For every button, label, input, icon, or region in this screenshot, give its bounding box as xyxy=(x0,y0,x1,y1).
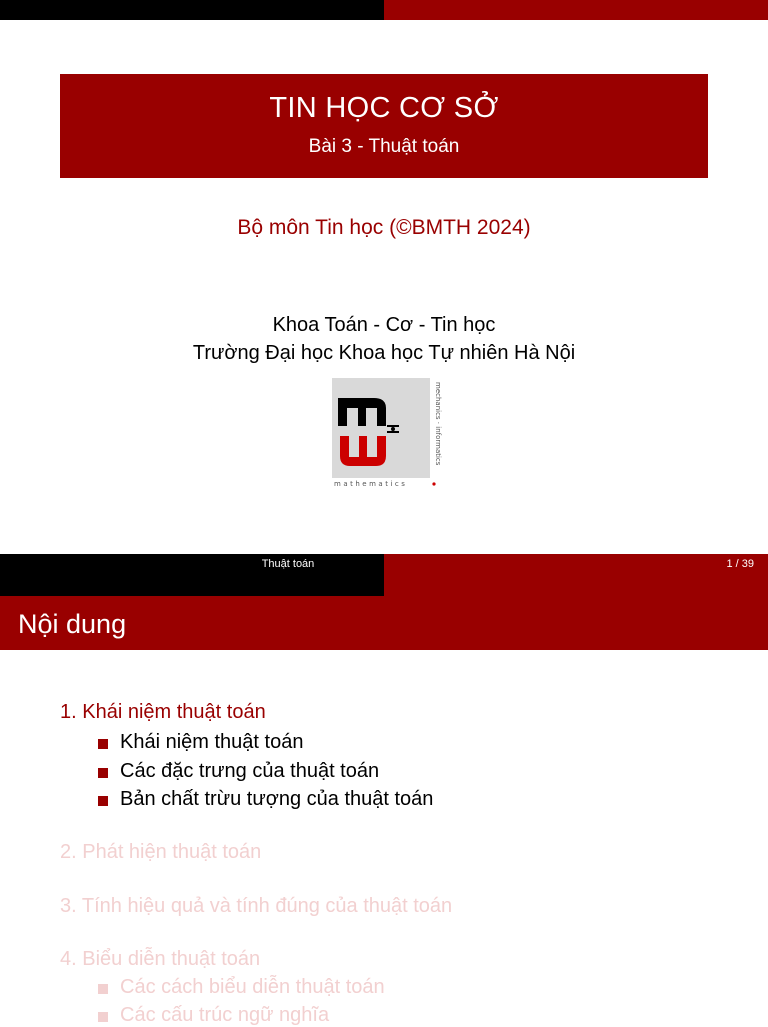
university-text: Trường Đại học Khoa học Tự nhiên Hà Nội xyxy=(192,342,576,364)
top-bar-red xyxy=(384,0,768,20)
outline-subitem xyxy=(98,731,303,754)
square-bullet-icon xyxy=(98,984,108,994)
top-bar-red xyxy=(384,576,768,596)
svg-text:mathematics: mathematics xyxy=(334,480,408,488)
top-bar-dark xyxy=(0,576,384,596)
outline-section-4: 4. Biểu diễn thuật toán xyxy=(60,948,261,970)
top-bar-dark xyxy=(0,0,384,20)
square-bullet-icon xyxy=(98,796,108,806)
square-bullet-icon xyxy=(98,768,108,778)
outline-section-3: 3. Tính hiệu quả và tính đúng của thuật toán xyxy=(60,895,453,917)
outline-subitem xyxy=(98,976,385,999)
outline-section-1: 1. Khái niệm thuật toán xyxy=(60,701,266,723)
outline-subitem-label: Khái niệm thuật toán xyxy=(120,731,304,753)
faculty-logo xyxy=(330,378,440,488)
square-bullet-icon xyxy=(98,739,108,749)
footer-title: Thuật toán xyxy=(261,558,315,570)
square-bullet-icon xyxy=(98,1012,108,1022)
outline-slide xyxy=(0,576,768,1024)
outline-subitem xyxy=(98,1004,329,1027)
outline-subitem xyxy=(98,788,433,811)
frame-title: Nội dung xyxy=(18,609,127,639)
department-text: Bộ môn Tin học (©BMTH 2024) xyxy=(237,216,531,239)
faculty-text: Khoa Toán - Cơ - Tin học xyxy=(272,314,496,336)
outline-subitem-label: Các đặc trưng của thuật toán xyxy=(120,760,380,782)
outline-section-2: 2. Phát hiện thuật toán xyxy=(60,841,262,863)
outline-subitem-label: Bản chất trừu tượng của thuật toán xyxy=(120,788,434,810)
slide-title: TIN HỌC CƠ SỞ xyxy=(269,92,499,124)
outline-subitem xyxy=(98,760,379,783)
outline-subitem-label: Các cách biểu diễn thuật toán xyxy=(120,976,385,998)
outline-subitem-label: Các cấu trúc ngữ nghĩa xyxy=(120,1004,330,1026)
slide-subtitle: Bài 3 - Thuật toán xyxy=(308,136,460,157)
page-number: 1 / 39 xyxy=(726,558,754,570)
svg-text:mechanics · informatics: mechanics · informatics xyxy=(434,382,442,466)
title-box xyxy=(60,74,708,178)
